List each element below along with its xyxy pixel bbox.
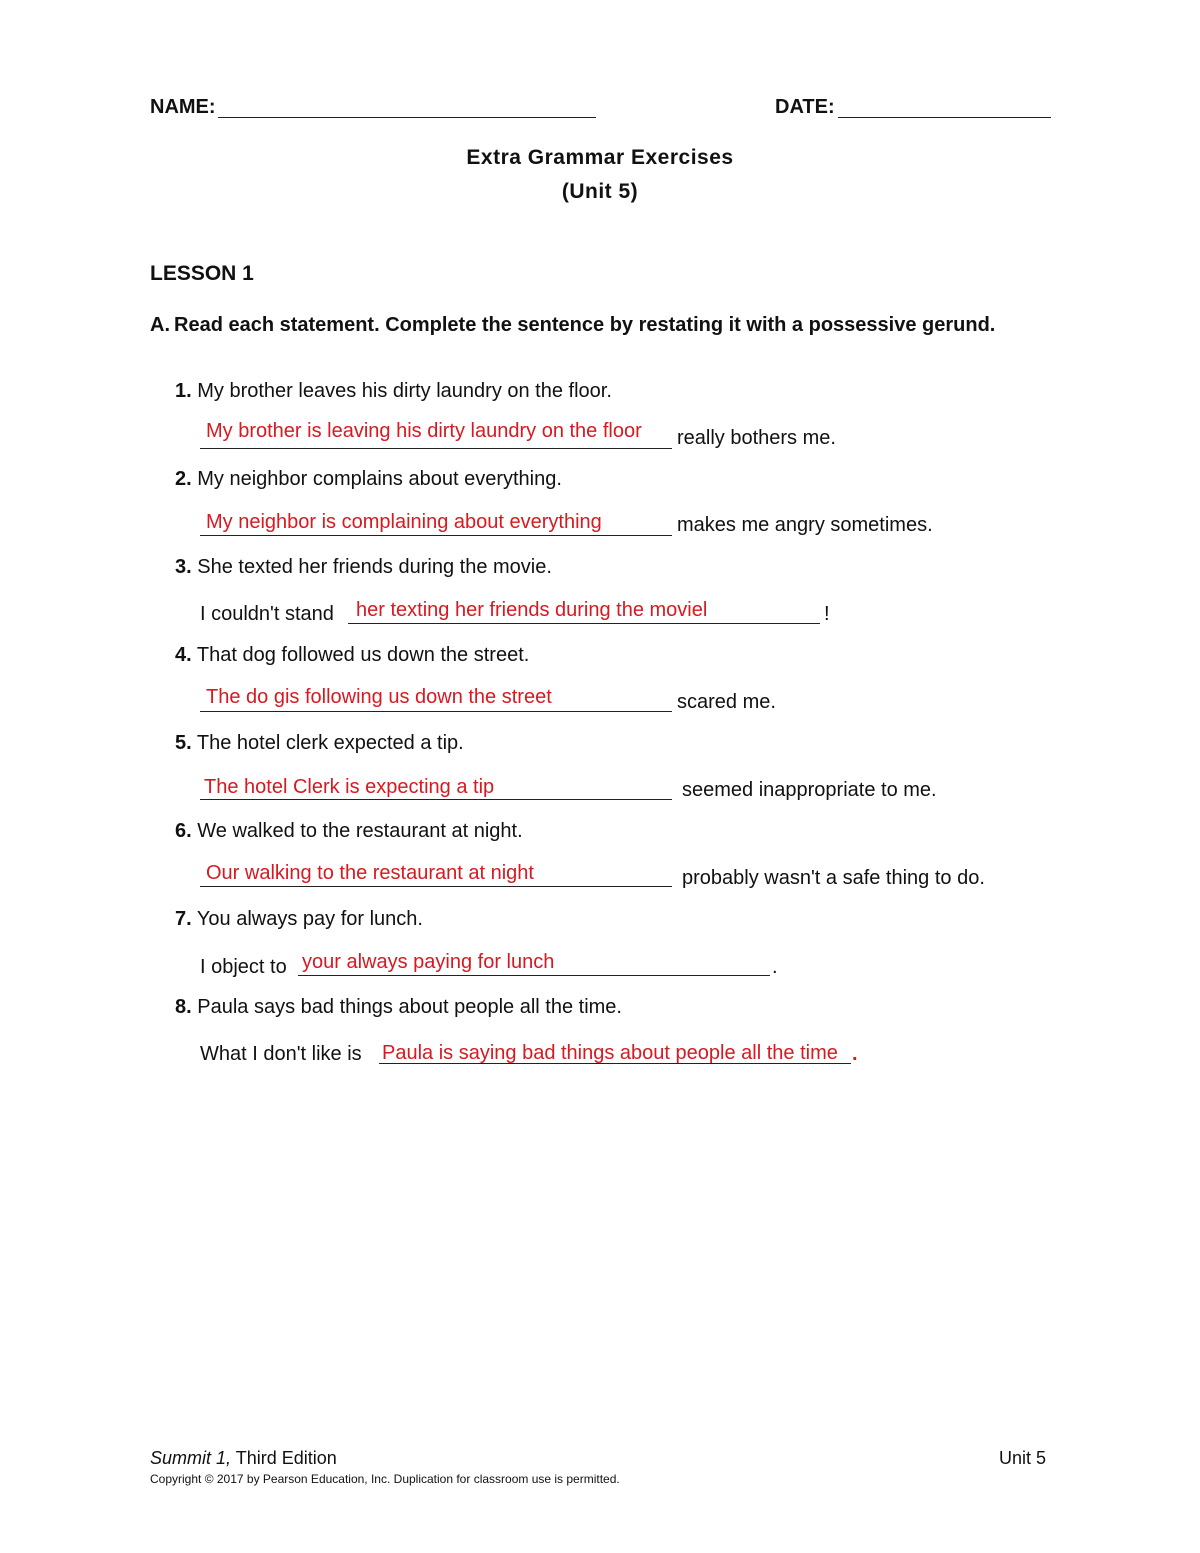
answer-text-2: My neighbor is complaining about everything <box>206 511 602 533</box>
item-statement: She texted her friends during the movie. <box>197 556 552 578</box>
sentence-prefix-7: I object to <box>200 956 287 978</box>
section-instruction <box>150 312 1010 338</box>
item-statement: The hotel clerk expected a tip. <box>196 732 464 754</box>
item-number: 4. <box>175 644 192 666</box>
exercise-item-5 <box>175 732 464 755</box>
item-statement: Paula says bad things about people all the time. <box>197 996 622 1018</box>
section-letter: A. <box>150 314 170 336</box>
page-title: Extra Grammar Exercises <box>466 146 734 169</box>
answer-text-3: her texting her friends during the moviel <box>356 599 708 621</box>
sentence-suffix-5: seemed inappropriate to me. <box>682 779 937 801</box>
item-number: 3. <box>175 556 192 578</box>
answer-text-5: The hotel Clerk is expecting a tip <box>204 776 495 798</box>
exercise-item-6 <box>175 820 523 843</box>
sentence-suffix-3: ! <box>824 603 830 625</box>
exercise-item-3 <box>175 556 552 579</box>
item-number: 8. <box>175 996 192 1018</box>
item-number: 5. <box>175 732 192 754</box>
answer-line-7[interactable] <box>298 975 770 976</box>
footer-edition: Third Edition <box>235 1448 337 1468</box>
date-field-line[interactable] <box>838 117 1051 118</box>
page-subtitle: (Unit 5) <box>561 180 639 203</box>
name-field-line[interactable] <box>218 117 596 118</box>
item-number: 2. <box>175 468 192 490</box>
answer-text-6: Our walking to the restaurant at night <box>206 862 534 884</box>
item-statement: My neighbor complains about everything. <box>197 468 562 490</box>
sentence-prefix-3: I couldn't stand <box>200 603 334 625</box>
sentence-suffix-8: . <box>852 1043 858 1065</box>
answer-line-3[interactable] <box>348 623 820 624</box>
footer-book <box>150 1448 337 1469</box>
answer-text-7: your always paying for lunch <box>302 951 555 973</box>
item-number: 1. <box>175 380 192 402</box>
sentence-suffix-4: scared me. <box>677 691 776 713</box>
item-statement: You always pay for lunch. <box>196 908 423 930</box>
name-label: NAME: <box>150 96 216 118</box>
exercise-item-7 <box>175 908 423 931</box>
item-statement: My brother leaves his dirty laundry on the floor. <box>197 380 612 402</box>
answer-line-1[interactable] <box>200 448 672 449</box>
answer-line-6[interactable] <box>200 886 672 887</box>
instruction-text: Read each statement. Complete the sentence by restating it with a possessive gerund. <box>174 314 996 336</box>
exercise-item-1 <box>175 380 612 403</box>
exercise-item-8 <box>175 996 622 1019</box>
lesson-heading: LESSON 1 <box>150 262 254 285</box>
item-statement: We walked to the restaurant at night. <box>197 820 523 842</box>
answer-text-4: The do gis following us down the street <box>206 686 552 708</box>
answer-line-2[interactable] <box>200 535 672 536</box>
sentence-prefix-8: What I don't like is <box>200 1043 362 1065</box>
answer-text-1: My brother is leaving his dirty laundry on the floor <box>206 420 642 442</box>
date-label: DATE: <box>775 96 835 118</box>
sentence-suffix-7: . <box>772 956 778 978</box>
footer-copyright: Copyright © 2017 by Pearson Education, Inc. Duplication for classroom use is permitted. <box>150 1472 620 1486</box>
item-statement: That dog followed us down the street. <box>196 644 530 666</box>
sentence-suffix-1: really bothers me. <box>677 427 836 449</box>
footer-unit: Unit 5 <box>999 1448 1047 1468</box>
answer-line-4[interactable] <box>200 711 672 712</box>
sentence-suffix-2: makes me angry sometimes. <box>677 514 933 536</box>
item-number: 6. <box>175 820 192 842</box>
exercise-item-4 <box>175 644 529 667</box>
answer-line-5[interactable] <box>200 799 672 800</box>
item-number: 7. <box>175 908 192 930</box>
footer-book-title: Summit 1, <box>150 1448 232 1468</box>
sentence-suffix-6: probably wasn't a safe thing to do. <box>682 867 985 889</box>
answer-text-8: Paula is saying bad things about people all the time <box>382 1042 838 1064</box>
exercise-item-2 <box>175 468 562 491</box>
